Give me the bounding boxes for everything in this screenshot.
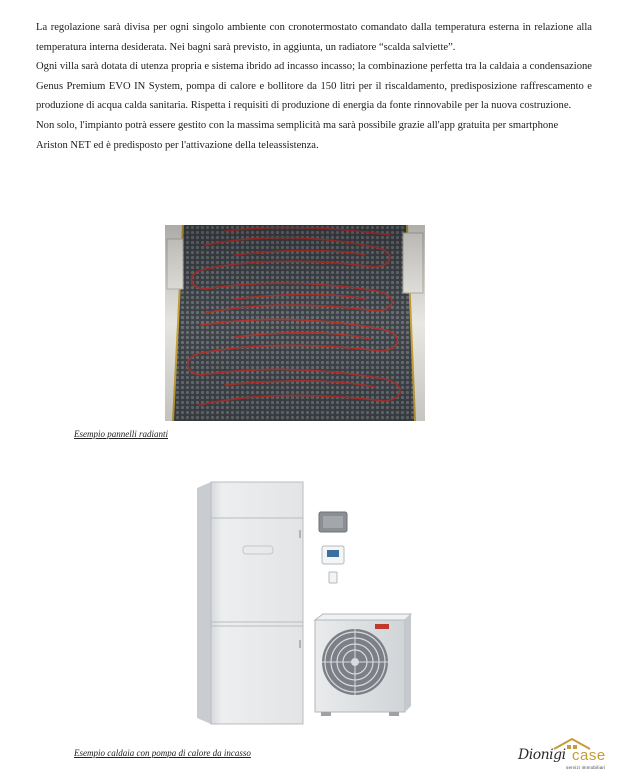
paragraph-app-control: Non solo, l'impianto potrà essere gestito con la massima semplicità ma sarà possibile grazie all'app gratuita per smartphone Ariston NET ed è predisposto per l'attivazione della teleassistenza.: [36, 119, 559, 151]
logo-tagline: servizi immobiliari: [566, 765, 606, 770]
boiler-heat-pump-caption: Esempio caldaia con pompa di calore da incasso: [74, 748, 251, 758]
radiant-panels-photo: [165, 225, 425, 421]
radiant-panels-caption: Esempio pannelli radianti: [74, 429, 168, 439]
boiler-heat-pump-photo: [195, 480, 415, 732]
body-text: [36, 18, 592, 155]
logo-brand-text: case: [572, 747, 606, 764]
paragraph-heating-regulation: La regolazione sarà divisa per ogni singolo ambiente con cronotermostato comandato dalla temperatura esterna in relazione alla temperatura interna desiderata. Nei bagni sarà previsto, in aggiunta, un radiatore “scalda salviette”.: [36, 22, 592, 53]
paragraph-hybrid-system: Ogni villa sarà dotata di utenza propria e sistema ibrido ad incasso incasso; la combinazione perfetta tra la caldaia a condensazione Genus Premium EVO IN System, pompa di calore e bollitore da 150 litri per il riscaldamento, predisposizione raffrescamento e produzione di acqua calda sanitaria. Rispetta i requisiti di produzione di energia da fonte rinnovabile per la nuova costruzione.: [36, 61, 592, 112]
logo-script-text: Dionigi: [518, 747, 566, 763]
company-logo: [514, 735, 614, 775]
